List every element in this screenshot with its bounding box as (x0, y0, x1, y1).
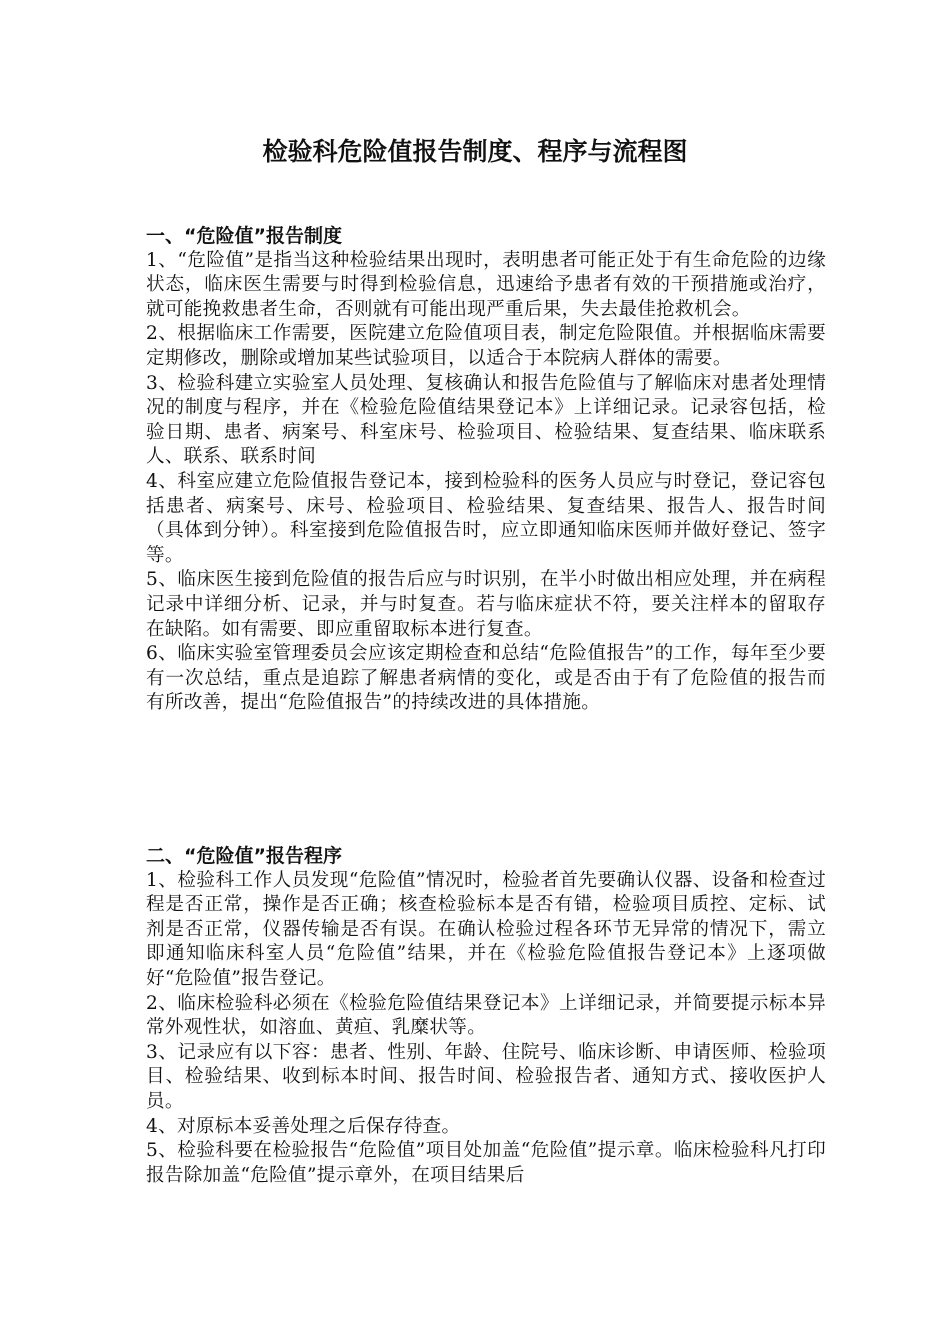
paragraph: 2、临床检验科必须在《检验危险值结果登记本》上详细记录，并简要提示标本异常外观性状，如溶血、黄疸、乳糜状等。 (146, 992, 826, 1039)
paragraph: 3、检验科建立实验室人员处理、复核确认和报告危险值与了解临床对患者处理情况的制度与程序，并在《检验危险值结果登记本》上详细记录。记录容包括，检验日期、患者、病案号、科室床号、检验项目、检验结果、复查结果、临床联系人、联系、联系时间 (146, 372, 826, 468)
paragraph: 4、科室应建立危险值报告登记本，接到检验科的医务人员应与时登记，登记容包括患者、病案号、床号、检验项目、检验结果、复查结果、报告人、报告时间（具体到分钟）。科室接到危险值报告时，应立即通知临床医师并做好登记、签字等。 (146, 470, 826, 566)
paragraph: 1、检验科工作人员发现“危险值”情况时，检验者首先要确认仪器、设备和检查过程是否正常，操作是否正确；核查检验标本是否有错，检验项目质控、定标、试剂是否正常，仪器传输是否有误。在确认检验过程各环节无异常的情况下，需立即通知临床科室人员“危险值”结果，并在《检验危险值报告登记本》上逐项做好“危险值”报告登记。 (146, 869, 826, 989)
paragraph: 5、检验科要在检验报告“危险值”项目处加盖“危险值”提示章。临床检验科凡打印报告除加盖“危险值”提示章外，在项目结果后 (146, 1140, 826, 1186)
section-heading: 一、“危险值”报告制度 (146, 225, 342, 247)
paragraph: 1、“危险值”是指当这种检验结果出现时，表明患者可能正处于有生命危险的边缘状态，临床医生需要与时得到检验信息，迅速给予患者有效的干预措施或治疗，就可能挽救患者生命，否则就有可能出现严重后果，失去最佳抢救机会。 (146, 249, 826, 320)
paragraph: 4、对原标本妥善处理之后保存待查。 (146, 1115, 461, 1137)
document-title: 检验科危险值报告制度、程序与流程图 (262, 137, 688, 166)
paragraph: 2、根据临床工作需要，医院建立危险值项目表，制定危险限值。并根据临床需要定期修改，删除或增加某些试验项目，以适合于本院病人群体的需要。 (146, 323, 826, 369)
section-reporting-system (146, 224, 826, 716)
section-reporting-procedure (146, 844, 826, 1188)
paragraph: 3、记录应有以下容：患者、性别、年龄、住院号、临床诊断、申请医师、检验项目、检验结果、收到标本时间、报告时间、检验报告者、通知方式、接收医护人员。 (146, 1041, 826, 1112)
section-heading: 二、“危险值”报告程序 (146, 845, 342, 867)
paragraph: 5、临床医生接到危险值的报告后应与时识别，在半小时做出相应处理，并在病程记录中详细分析、记录，并与时复查。若与临床症状不符，要关注样本的留取存在缺陷。如有需要、即应重留取标本进行复查。 (146, 569, 826, 640)
paragraph: 6、临床实验室管理委员会应该定期检查和总结“危险值报告”的工作，每年至少要有一次总结，重点是追踪了解患者病情的变化，或是否由于有了危险值的报告而有所改善，提出“危险值报告”的持续改进的具体措施。 (146, 643, 826, 714)
